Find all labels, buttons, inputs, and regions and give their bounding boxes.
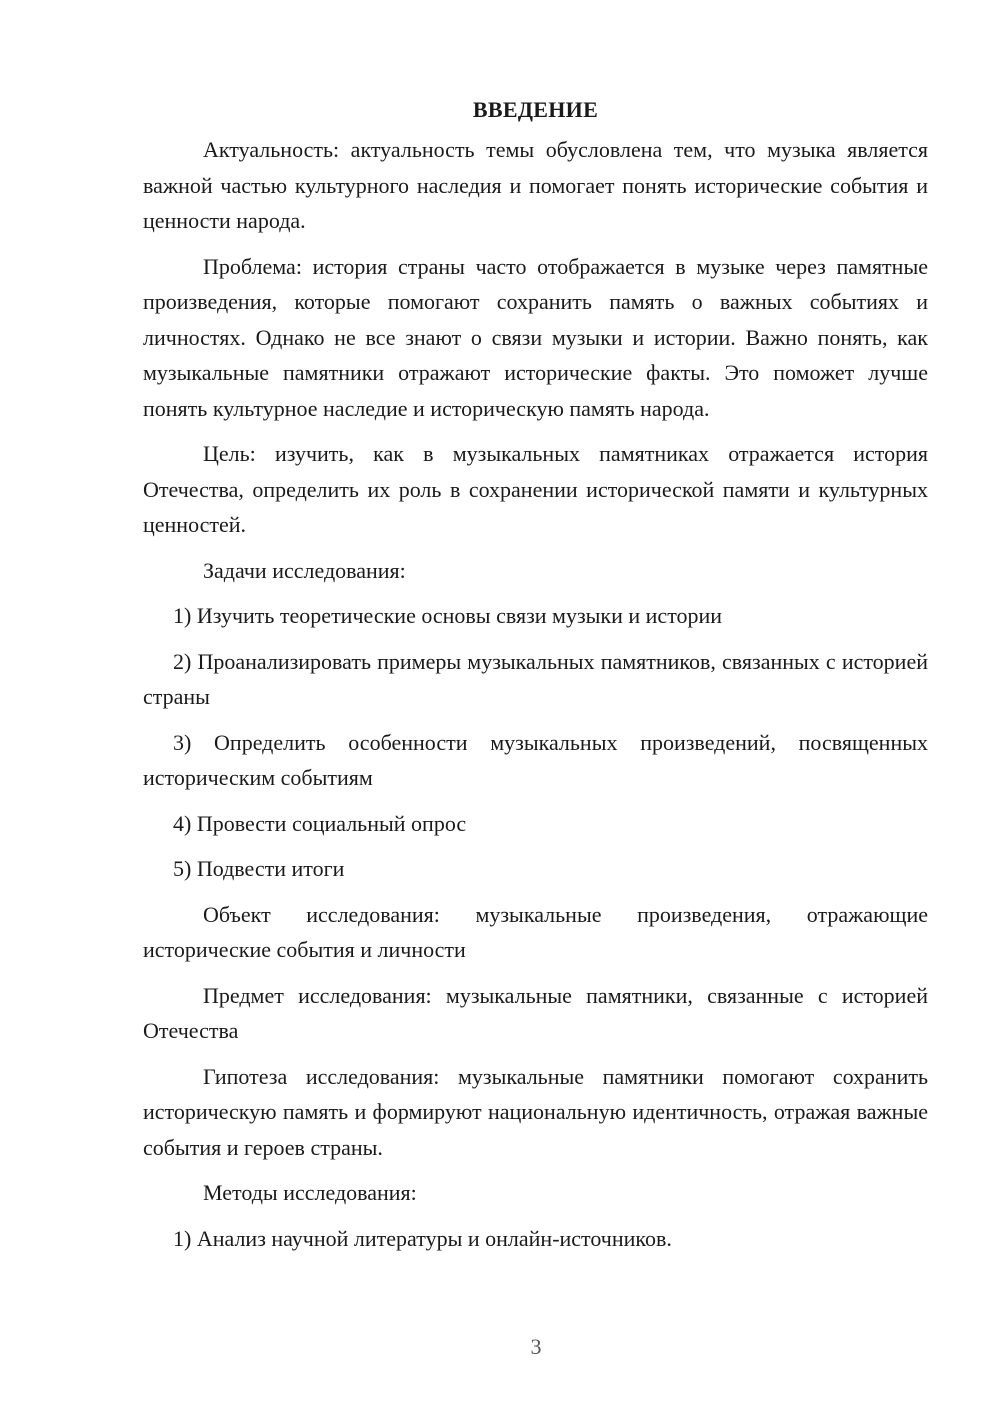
task-item-4: 4) Провести социальный опрос [173,810,467,836]
methods-heading: Методы исследования: [203,1180,417,1205]
tasks-heading: Задачи исследования: [203,557,406,583]
method-item-1: 1) Анализ научной литературы и онлайн-источников. [173,1225,672,1251]
relevance-paragraph: Актуальность: актуальность темы обусловлена тем, что музыка является важной частью культурного наследия и помогает понять исторические события и ценности народа. [143,137,928,233]
task-item-1: 1) Изучить теоретические основы связи музыки и истории [173,603,723,628]
section-title: ВВЕДЕНИЕ [472,97,599,122]
task-item-3: 3) Определить особенности музыкальных произведений, посвященных историческим событиям [143,729,928,790]
problem-paragraph: Проблема: история страны часто отображается в музыке через памятные произведения, которые помогают сохранить память о важных событиях и личностях. Однако не все знают о связи музыки и истории. Важно понять, как музыкальные памятники отражают исторические факты. Это поможет лучше понять культурное наследие и историческую память народа. [143,253,928,421]
page-number: 3 [530,1334,542,1359]
object-paragraph: Объект исследования: музыкальные произведения, отражающие исторические события и личности [143,901,928,962]
subject-paragraph: Предмет исследования: музыкальные памятники, связанные с историей Отечества [143,982,928,1043]
document-page [143,92,928,1266]
task-item-2: 2) Проанализировать примеры музыкальных памятников, связанных с историей страны [143,648,928,709]
hypothesis-paragraph: Гипотеза исследования: музыкальные памятники помогают сохранить историческую память и формируют национальную идентичность, отражая важные события и героев страны. [143,1063,928,1160]
task-item-5: 5) Подвести итоги [173,856,345,881]
goal-paragraph: Цель: изучить, как в музыкальных памятниках отражается история Отечества, определить их роль в сохранении исторической памяти и культурных ценностей. [143,441,928,537]
